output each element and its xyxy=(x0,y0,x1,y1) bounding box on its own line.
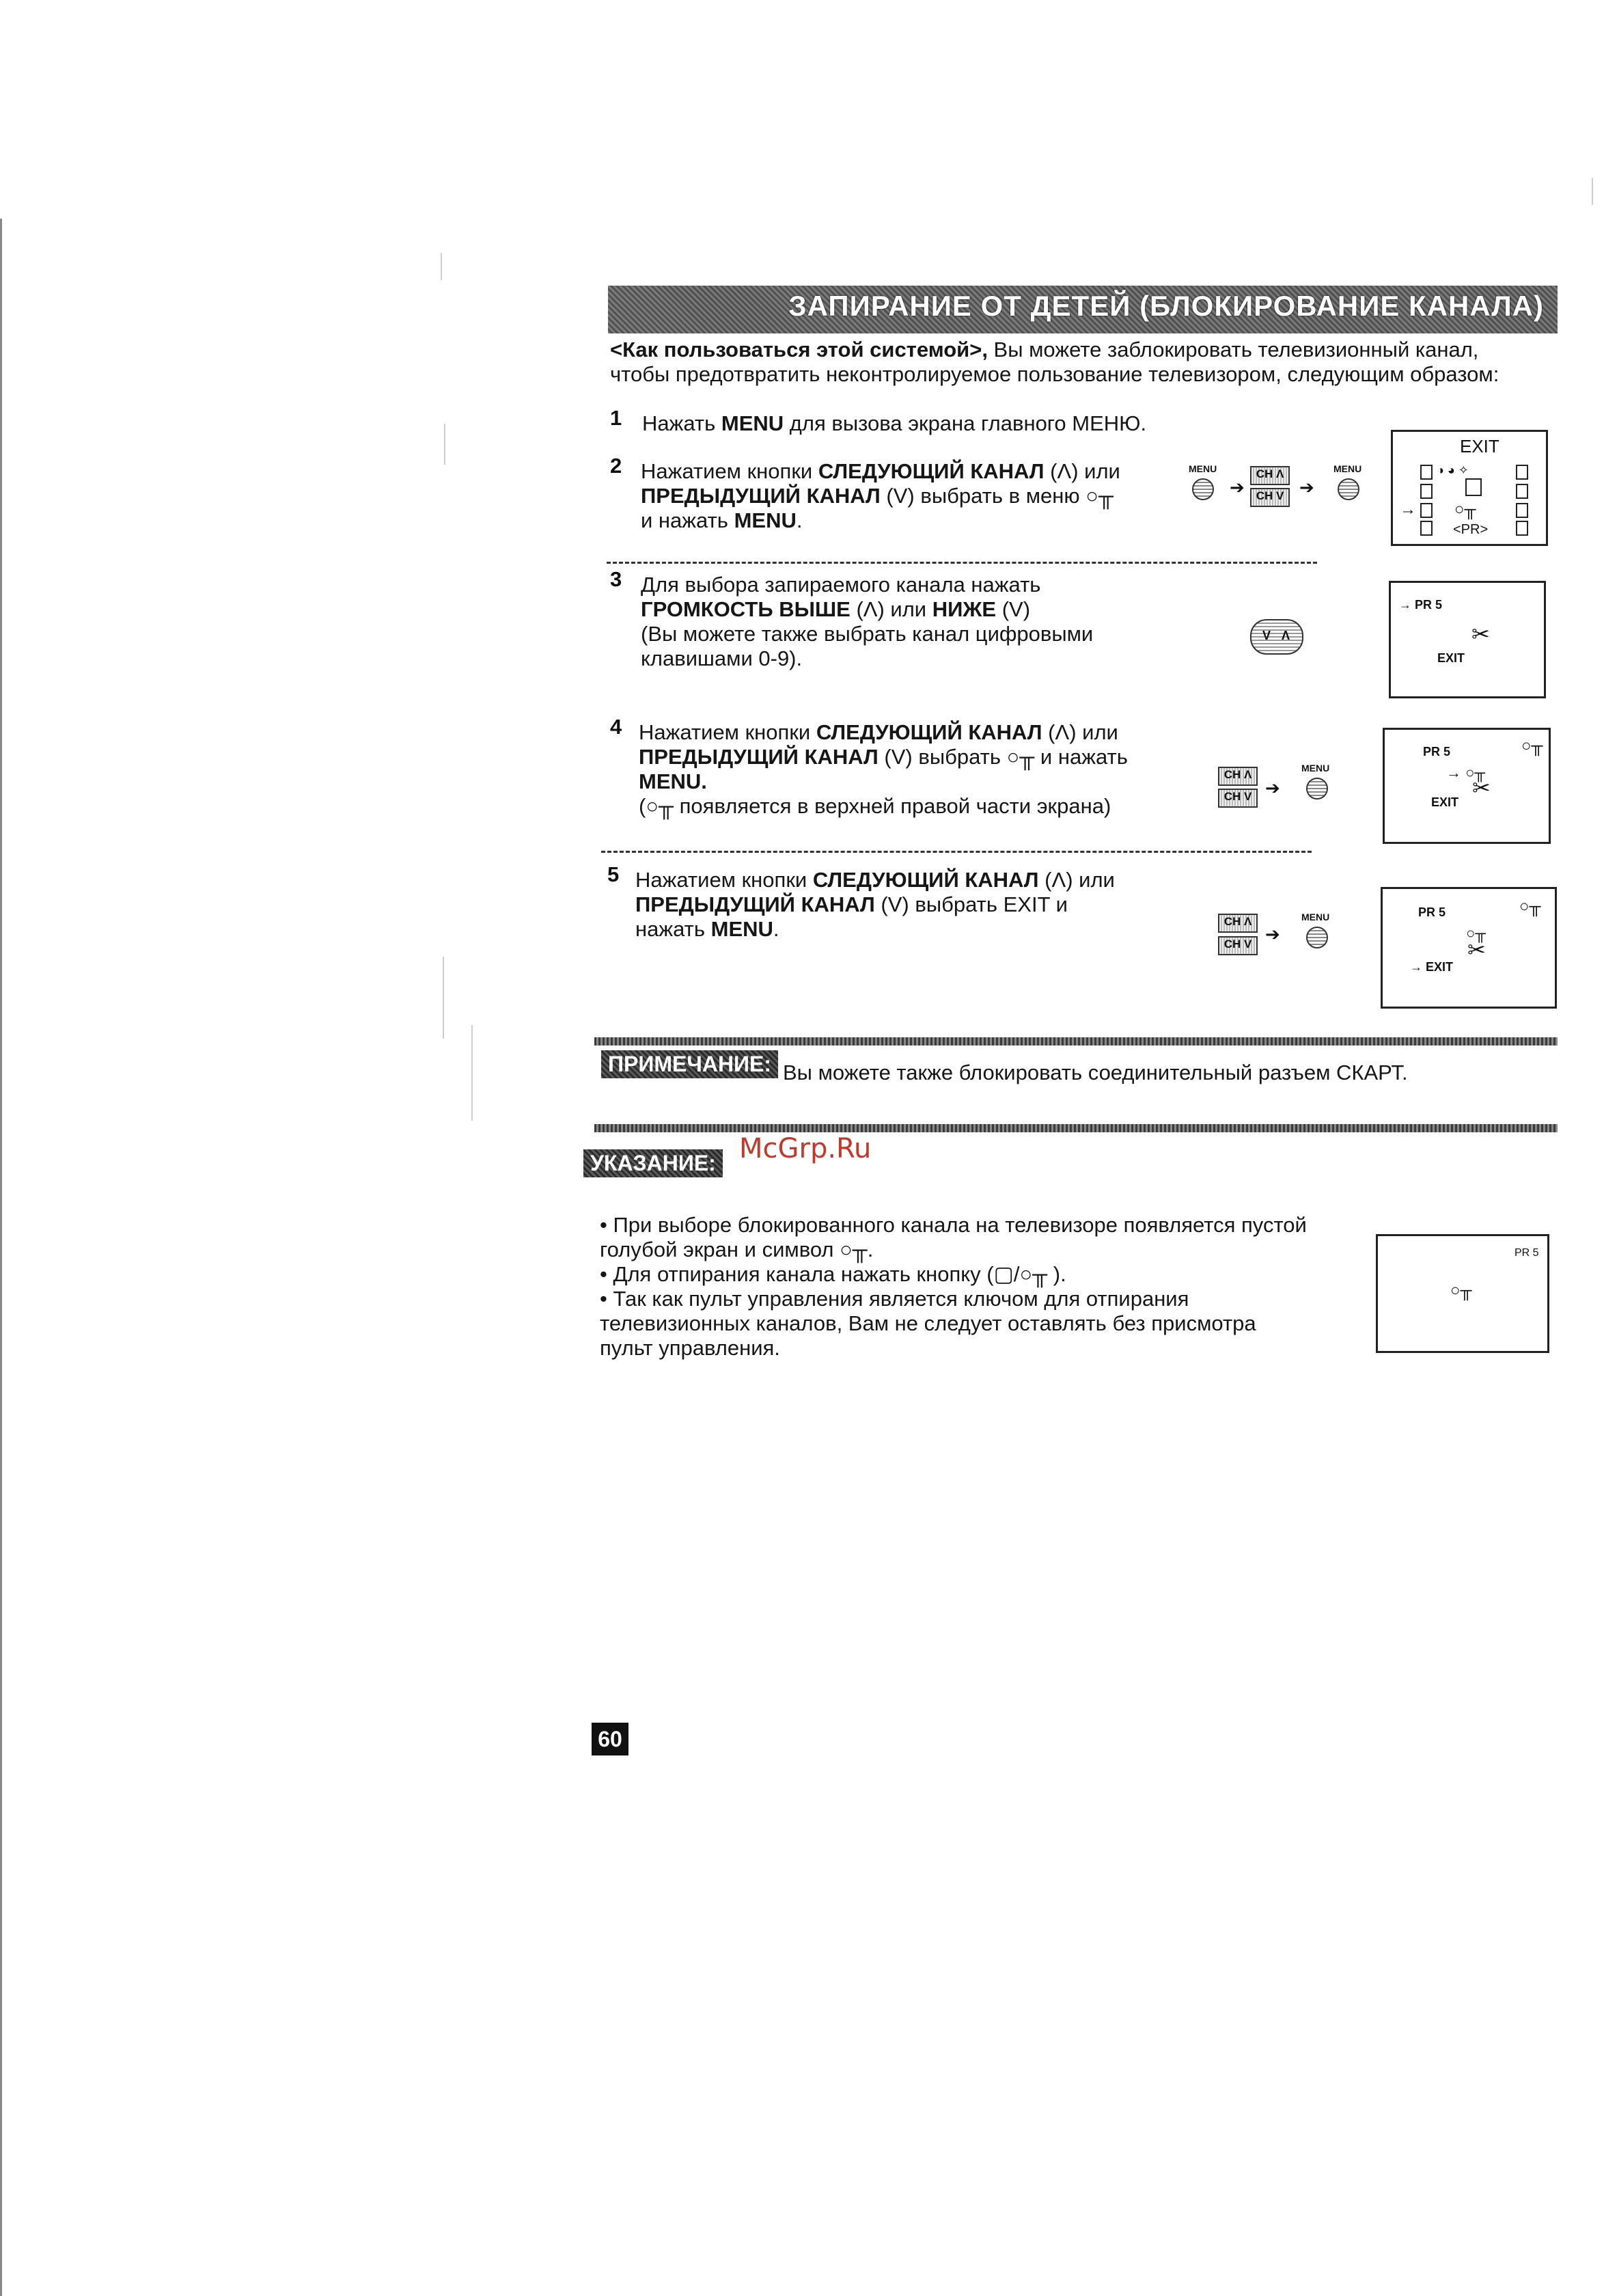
menu-icon-square xyxy=(1420,465,1433,480)
lock-arrow-label: → ○╥ xyxy=(1446,764,1485,781)
menu-label: MENU xyxy=(1333,463,1362,474)
menu-button xyxy=(1338,478,1359,500)
step-4-text: Нажатием кнопки СЛЕДУЮЩИЙ КАНАЛ (Λ) или ПРЕДЫДУЩИЙ КАНАЛ (V) выбрать ○╥ и нажать MENU. (○╥ появляется в верхней правой части экрана) xyxy=(639,720,1128,818)
section-title-bar xyxy=(608,286,1558,333)
menu-button xyxy=(1192,478,1214,500)
tv-screen-lock-set xyxy=(1383,728,1551,844)
lock-icon: ○╥ xyxy=(1521,737,1543,755)
intro-line2: чтобы предотвратить неконтролируемое пользование телевизором, следующим образом: xyxy=(610,362,1499,386)
dashed-separator xyxy=(601,851,1312,853)
screen-pr-label: PR 5 xyxy=(1418,905,1446,919)
arrow-icon: ➔ xyxy=(1299,477,1314,497)
ch-up-button: CH Λ xyxy=(1218,914,1258,933)
ch-down-button: CH V xyxy=(1218,936,1258,955)
menu-icon-square xyxy=(1516,484,1528,499)
menu-icon-square xyxy=(1516,465,1528,480)
note-rule-bottom xyxy=(594,1124,1558,1132)
scan-mark xyxy=(1592,178,1593,205)
scan-mark xyxy=(441,253,442,280)
scissors-icon: ✂ xyxy=(1472,776,1491,800)
screen-exit-label: EXIT xyxy=(1431,795,1459,809)
step-5-text: Нажатием кнопки СЛЕДУЮЩИЙ КАНАЛ (Λ) или ПРЕДЫДУЩИЙ КАНАЛ (V) выбрать EXIT и нажать MENU. xyxy=(635,868,1115,941)
menu-icon-square xyxy=(1420,521,1433,536)
note-rule-top xyxy=(594,1037,1558,1046)
menu-arrow: → xyxy=(1400,500,1416,519)
arrow-icon: ➔ xyxy=(1265,924,1280,944)
ch-up-button: CH Λ xyxy=(1250,466,1290,485)
menu-icons-row: ◑ ◕ ✧ xyxy=(1437,463,1469,477)
ch-down-button: CH V xyxy=(1218,789,1258,808)
menu-icon-square xyxy=(1420,484,1433,499)
menu-button xyxy=(1306,778,1328,800)
tv-screen-channel-select xyxy=(1389,581,1546,698)
menu-icon-square xyxy=(1516,521,1528,536)
screen-exit-label: → EXIT xyxy=(1410,960,1454,974)
intro-text xyxy=(610,338,1566,387)
tv-screen-main-menu xyxy=(1391,430,1548,546)
screen-exit-label: EXIT xyxy=(1437,651,1465,665)
menu-label: MENU xyxy=(1301,763,1330,774)
step-1-number: 1 xyxy=(610,406,622,430)
volume-down-icon: V xyxy=(1262,629,1271,642)
note-label: ПРИМЕЧАНИЕ: xyxy=(601,1050,778,1078)
menu-label: MENU xyxy=(1189,463,1217,474)
menu-icon-square xyxy=(1465,478,1482,496)
intro-line1: Вы можете заблокировать телевизионный канал, xyxy=(987,338,1479,361)
menu-button xyxy=(1306,927,1328,948)
screen-pr-label: PR 5 xyxy=(1423,745,1451,758)
page-number: 60 xyxy=(592,1723,628,1755)
screen-pr-label: PR 5 xyxy=(1515,1247,1539,1259)
section-title: ЗАПИРАНИЕ ОТ ДЕТЕЙ (БЛОКИРОВАНИЕ КАНАЛА) xyxy=(788,290,1544,322)
scan-mark xyxy=(471,1025,473,1121)
ch-up-button: CH Λ xyxy=(1218,767,1258,786)
step-5-number: 5 xyxy=(607,862,620,886)
menu-icon-square xyxy=(1516,503,1528,518)
scan-mark xyxy=(444,424,445,465)
arrow-icon: ➔ xyxy=(1265,778,1280,798)
lock-icon: ○╥ xyxy=(1519,897,1541,916)
menu-label: MENU xyxy=(1301,912,1330,922)
scissors-icon: ✂ xyxy=(1467,938,1486,962)
screen-exit-label: EXIT xyxy=(1460,436,1499,456)
menu-icon-square xyxy=(1420,503,1433,518)
step-2-number: 2 xyxy=(610,454,622,478)
arrow-icon: ➔ xyxy=(1230,477,1245,497)
tv-screen-locked-channel xyxy=(1376,1234,1549,1353)
step-3-text: Для выбора запираемого канала нажать ГРОМКОСТЬ ВЫШЕ (Λ) или НИЖЕ (V) (Вы можете также выбрать канал цифровыми клавишами 0-9). xyxy=(641,573,1094,670)
scissors-icon: ✂ xyxy=(1471,622,1490,646)
screen-pr-label: <PR> xyxy=(1453,522,1489,537)
scan-mark xyxy=(443,957,444,1039)
step-1-text: Нажать MENU для вызова экрана главного МЕНЮ. xyxy=(642,411,1147,435)
lock-icon: ○╥ xyxy=(1454,500,1476,519)
intro-bold: <Как пользоваться этой системой>, xyxy=(610,338,988,361)
step-2-text: Нажатием кнопки СЛЕДУЮЩИЙ КАНАЛ (Λ) или ПРЕДЫДУЩИЙ КАНАЛ (V) выбрать в меню ○╥ и нажать MENU. xyxy=(641,459,1120,532)
volume-up-icon: Λ xyxy=(1282,629,1290,642)
volume-buttons xyxy=(1250,619,1303,655)
ch-down-button: CH V xyxy=(1250,488,1290,507)
hint-label: УКАЗАНИЕ: xyxy=(583,1149,723,1177)
watermark-text: McGrp.Ru xyxy=(739,1133,872,1164)
note-text: Вы можете также блокировать соединительный разъем СКАРТ. xyxy=(783,1061,1408,1084)
step-3-number: 3 xyxy=(610,567,622,591)
lock-icon: ○╥ xyxy=(1450,1281,1472,1300)
step-4-number: 4 xyxy=(610,715,622,739)
scan-edge-line xyxy=(0,219,2,2296)
screen-pr-label: → PR 5 xyxy=(1399,598,1443,612)
lock-icon: ○╥ xyxy=(1466,925,1486,942)
dashed-separator xyxy=(607,562,1317,564)
tv-screen-exit xyxy=(1381,887,1557,1009)
hint-text: • При выборе блокированного канала на телевизоре появляется пустой голубой экран и символ ○╥. • Для отпирания канала нажать кнопку (▢/○╥ ). • Так как пульт управления является ключом для отпирания телевизионных каналов, Вам не следует оставлять без присмотра пульт управления. xyxy=(600,1213,1307,1360)
